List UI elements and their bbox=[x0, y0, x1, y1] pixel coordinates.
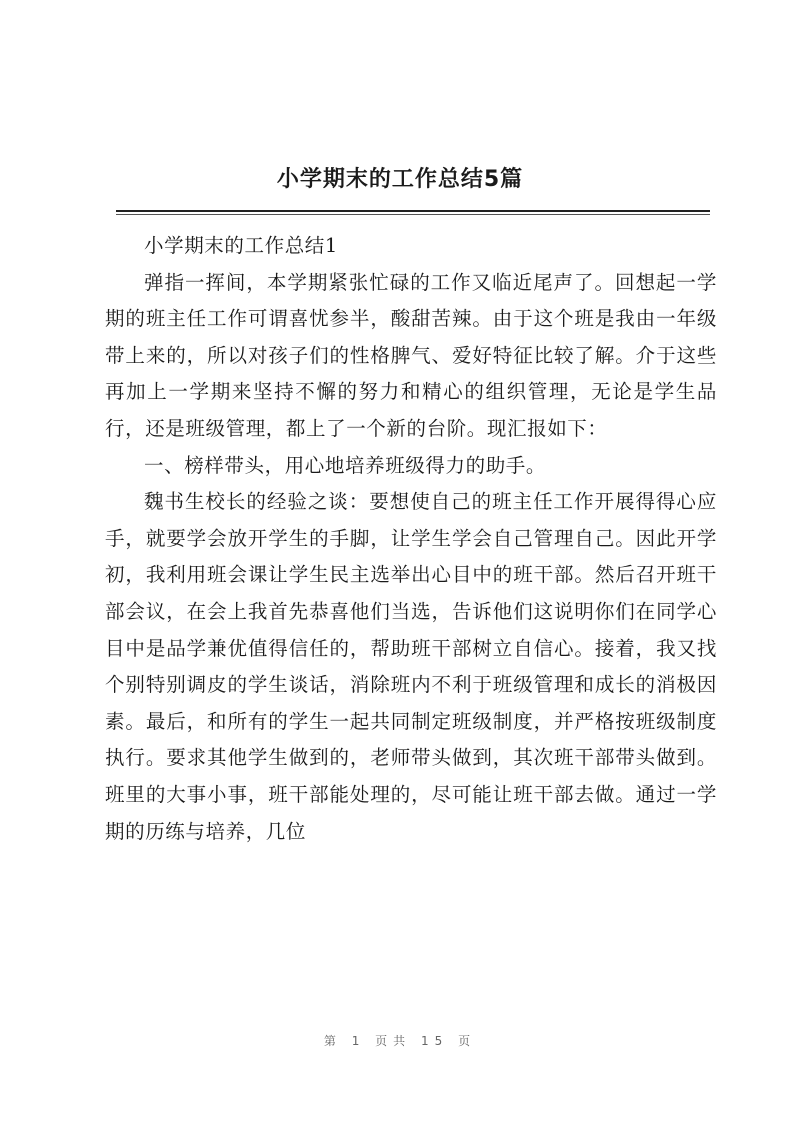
paragraph-body: 魏书生校长的经验之谈：要想使自己的班主任工作开展得得心应手，就要学会放开学生的手脚，让学生学会自己管理自己。因此开学初，我利用班会课让学生民主选举出心目中的班干部。然后召开班干部会议，在会上我首先恭喜他们当选，告诉他们这说明你们在同学心目中是品学兼优值得信任的，帮助班干部树立自信心。接着，我又找个别特别调皮的学生谈话，消除班内不利于班级管理和成长的消极因素。最后，和所有的学生一起共同制定班级制度，并严格按班级制度执行。要求其他学生做到的，老师带头做到，其次班干部带头做到。班里的大事小事，班干部能处理的，尽可能让班干部去做。通过一学期的历练与培养，几位 bbox=[105, 490, 717, 843]
title-divider-thin bbox=[116, 214, 710, 215]
document-body bbox=[105, 228, 717, 850]
page-number-footer: 第 1 页共 15 页 bbox=[323, 1034, 477, 1048]
document-title: 小学期末的工作总结5篇 bbox=[276, 167, 524, 192]
subsection-heading: 一、榜样带头，用心地培养班级得力的助手。 bbox=[144, 453, 547, 477]
paragraph-intro: 弹指一挥间，本学期紧张忙碌的工作又临近尾声了。回想起一学期的班主任工作可谓喜忧参半，酸甜苦辣。由于这个班是我由一年级带上来的，所以对孩子们的性格脾气、爱好特征比较了解。介于这些再加上一学期来坚持不懈的努力和精心的组织管理，无论是学生品行，还是班级管理，都上了一个新的台阶。现汇报如下： bbox=[105, 270, 717, 440]
title-divider-thick bbox=[116, 210, 710, 212]
section-heading: 小学期末的工作总结1 bbox=[144, 234, 338, 257]
